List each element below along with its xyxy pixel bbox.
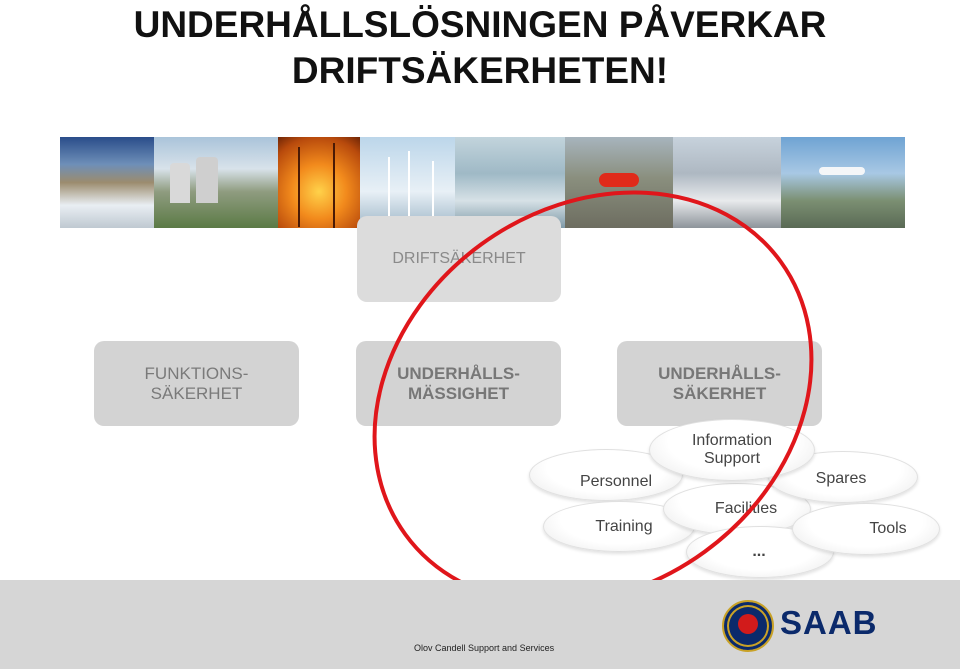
element-label: Training [595,517,653,535]
saab-logo: SAAB [780,604,878,641]
element-label-line-1: Information [691,432,773,449]
box-label-line-1: FUNKTIONS- [144,363,249,383]
box-label-line-2: MÄSSIGHET [407,383,510,403]
box-label-line-1: UNDERHÅLLS- [397,363,520,383]
title-line-1: UNDERHÅLLSLÖSNINGEN PÅVERKAR [133,4,827,45]
box-label-line-2: SÄKERHET [150,383,243,403]
element-label: Spares [815,470,867,487]
box-label-line-2: SÄKERHET [672,383,767,403]
footer-credit: Olov Candell Support and Services [414,643,555,653]
title-line-2: DRIFTSÄKERHETEN! [291,50,669,91]
element-label-line-2: Support [703,450,761,467]
box-label-line-1: UNDERHÅLLS- [658,363,781,383]
element-label: Personnel [579,473,653,490]
element-label: Facilities [714,500,778,517]
top-box-label: DRIFTSÄKERHET [392,250,526,267]
element-label: ... [752,543,766,560]
saab-seal-icon [722,600,774,652]
element-label: Tools [869,520,907,537]
